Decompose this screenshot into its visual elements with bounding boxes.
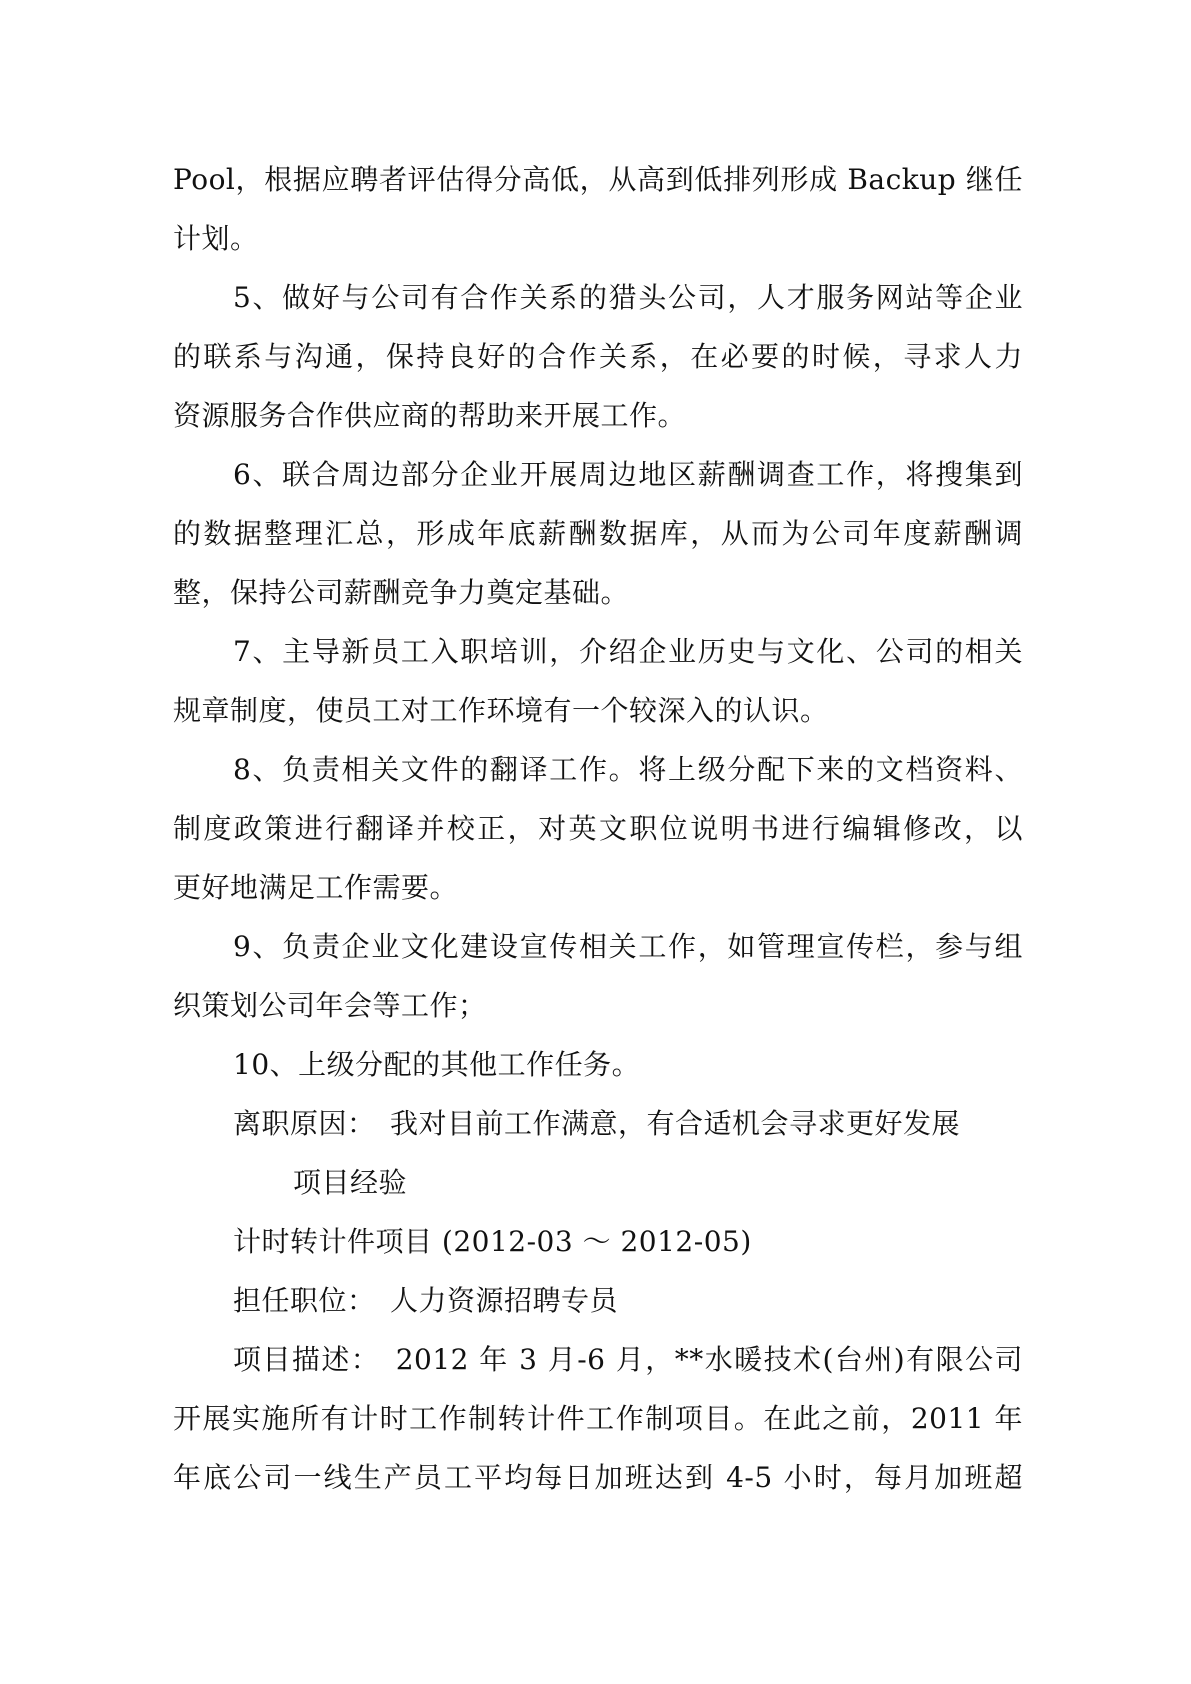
list-item-8: 8、负责相关文件的翻译工作。将上级分配下来的文档资料、 [233, 753, 1023, 786]
project-description: 项目描述： 2012 年 3 月-6 月，**水暖技术(台州)有限公司 [233, 1343, 1023, 1376]
list-item-7: 7、主导新员工入职培训，介绍企业历史与文化、公司的相关 [233, 635, 1023, 668]
text-line: 年底公司一线生产员工平均每日加班达到 4-5 小时，每月加班超 [173, 1461, 1023, 1494]
section-heading-project-experience: 项目经验 [293, 1166, 408, 1199]
text-line: 规章制度，使员工对工作环境有一个较深入的认识。 [173, 694, 829, 727]
leave-reason: 离职原因： 我对目前工作满意，有合适机会寻求更好发展 [233, 1107, 961, 1140]
text-line: 织策划公司年会等工作； [173, 989, 487, 1022]
text-line: 整，保持公司薪酬竞争力奠定基础。 [173, 576, 630, 609]
project-title: 计时转计件项目 (2012-03 ～ 2012-05) [233, 1225, 752, 1258]
text-line: 的数据整理汇总，形成年底薪酬数据库，从而为公司年度薪酬调 [173, 517, 1023, 550]
document-page [173, 150, 1023, 1507]
project-role: 担任职位： 人力资源招聘专员 [233, 1284, 619, 1317]
list-item-5: 5、做好与公司有合作关系的猎头公司，人才服务网站等企业 [233, 281, 1023, 314]
list-item-6: 6、联合周边部分企业开展周边地区薪酬调查工作，将搜集到 [233, 458, 1023, 491]
text-line: Pool，根据应聘者评估得分高低，从高到低排列形成 Backup 继任 [173, 163, 1023, 196]
text-line: 的联系与沟通，保持良好的合作关系，在必要的时候，寻求人力 [173, 340, 1023, 373]
text-line: 资源服务合作供应商的帮助来开展工作。 [173, 399, 687, 432]
list-item-9: 9、负责企业文化建设宣传相关工作，如管理宣传栏，参与组 [233, 930, 1023, 963]
text-line: 开展实施所有计时工作制转计件工作制项目。在此之前，2011 年 [173, 1402, 1023, 1435]
text-line: 更好地满足工作需要。 [173, 871, 459, 904]
list-item-10: 10、上级分配的其他工作任务。 [233, 1048, 641, 1081]
text-line: 计划。 [173, 222, 259, 255]
text-line: 制度政策进行翻译并校正，对英文职位说明书进行编辑修改，以 [173, 812, 1023, 845]
